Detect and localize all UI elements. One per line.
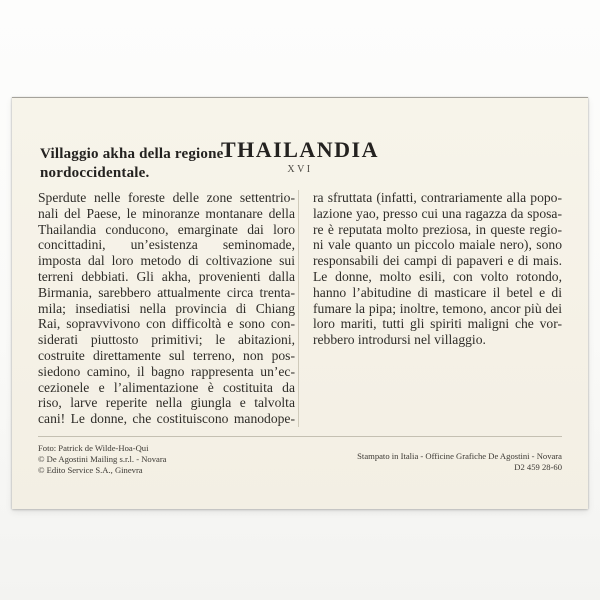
caption-heading (40, 145, 224, 182)
text-line: loro mariti, tutti gli spiriti maligni che vor- (313, 316, 562, 332)
text-line: ni vale quanto un piccolo maiale nero), sono (313, 237, 562, 253)
text-line: responsabili dei campi di papaveri e di mais. (313, 253, 562, 269)
text-column-right (313, 190, 562, 427)
text-line: Sperdute nelle foreste delle zone settentrio- (38, 190, 295, 205)
country-title: THAILANDIA (220, 137, 380, 162)
text-line: ra sfruttata (infatti, contrariamente alla popo- (313, 190, 562, 205)
text-line: Le donne, molto esili, con volto rotondo, (313, 268, 562, 284)
card-footer (38, 443, 562, 476)
text-line: siderati piuttosto primitivi; le abitazioni, (38, 332, 295, 348)
text-line: terreni debbiati. Gli akha, provenienti dalla (38, 268, 295, 284)
credit-line: © Edito Service S.A., Ginevra (38, 464, 143, 475)
text-column-left (38, 190, 295, 427)
text-line: concittadini, un’esistenza seminomade, (38, 237, 295, 253)
text-line: cezionele e l’alimentazione è costituita da (38, 379, 295, 395)
card-header (38, 98, 562, 181)
text-line: mila; insediatisi nella provincia di Chiang (38, 300, 295, 316)
column-divider-rule (298, 190, 299, 427)
text-line: hanno l’abitudine di masticare il betel e di (313, 284, 562, 300)
series-numeral: XVI (287, 164, 313, 175)
printing-info (357, 451, 562, 476)
catalog-code: D2 459 28-60 (514, 462, 562, 473)
credit-line: Foto: Patrick de Wilde-Hoa-Qui (38, 442, 149, 453)
text-line: cani! Le donne, che costituiscono manodope- (38, 411, 295, 427)
text-line: Birmania, sarebbero attualmente circa trenta- (38, 284, 295, 300)
printer-line: Stampato in Italia - Officine Grafiche De Agostini - Novara (357, 450, 562, 461)
text-line: re è reputata molto preziosa, in queste regio- (313, 221, 562, 237)
text-line: fumare la pipa; inoltre, temono, ancor più dei (313, 300, 562, 316)
footer-rule (38, 436, 562, 437)
text-line: rebbero introdursi nel villaggio. (313, 332, 486, 348)
text-line: Thailandia conducono, emarginate dai loro (38, 221, 295, 237)
text-line: Rai, sopravvivono con difficoltà e sono con- (38, 316, 295, 332)
text-line: riso, larve reperite nella giungla e talvolta (38, 395, 295, 411)
text-line: costruite direttamente sul terreno, non pos- (38, 347, 295, 363)
text-line: nali del Paese, le minoranze montanare della (38, 205, 295, 221)
photo-credits (38, 443, 167, 476)
credit-line: © De Agostini Mailing s.r.l. - Novara (38, 453, 167, 464)
caption-heading-line: nordoccidentale. (40, 164, 150, 181)
text-line: imposta dal loro metodo di coltivazione sui (38, 253, 295, 269)
postcard-back (12, 97, 588, 509)
caption-heading-line: Villaggio akha della regione (40, 146, 224, 162)
body-columns (38, 190, 562, 427)
text-line: siedono camino, il bagno rappresenta un’ec- (38, 363, 295, 379)
text-line: lazione yao, presso cui una ragazza da sposa- (313, 205, 562, 221)
